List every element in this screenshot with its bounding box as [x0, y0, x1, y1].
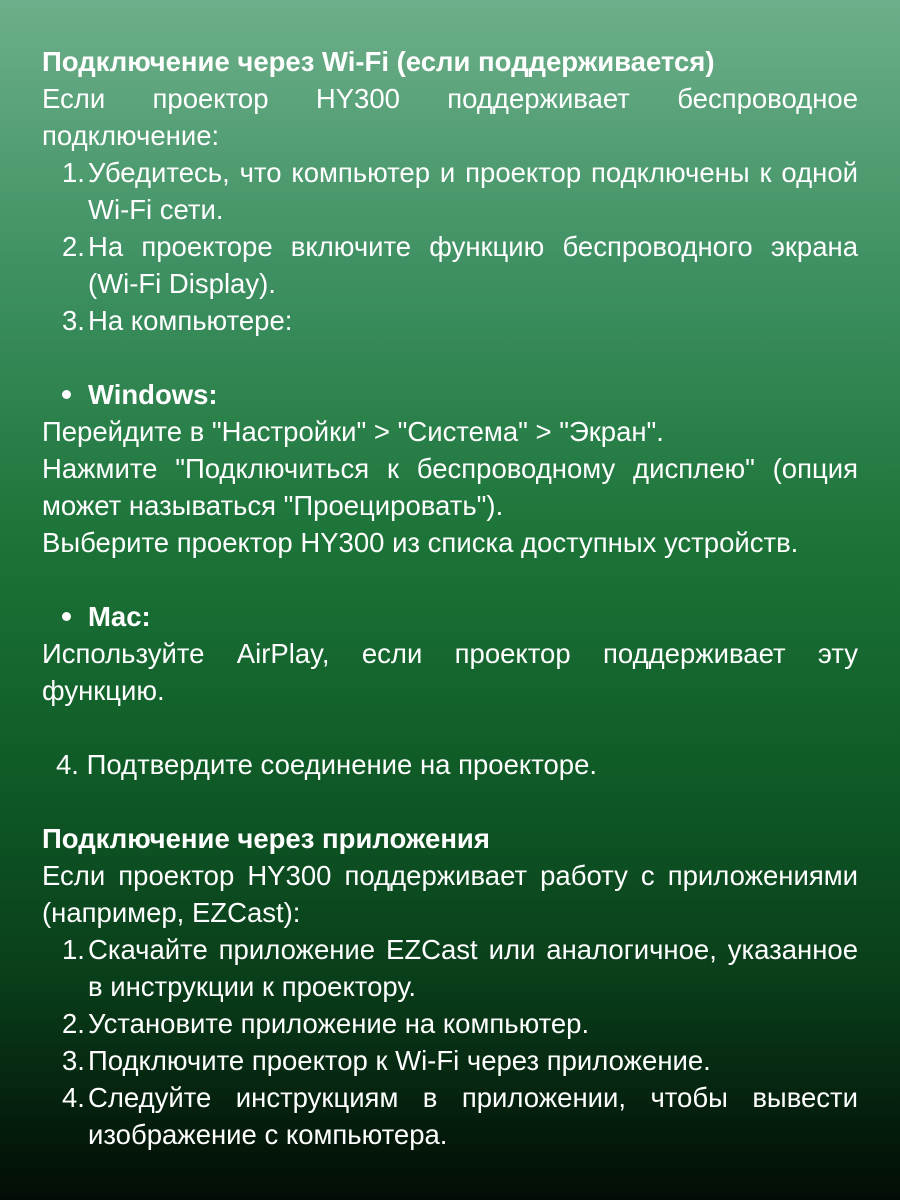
step-text: Установите приложение на компьютер.: [88, 1008, 590, 1039]
step-text: Убедитесь, что компьютер и проектор подключены к одной Wi-Fi сети.: [88, 157, 858, 225]
windows-bullet: [42, 376, 858, 413]
step-text: Подключите проектор к Wi-Fi через приложение.: [88, 1045, 711, 1076]
step-number: 2.: [62, 1008, 85, 1039]
windows-label: Windows:: [88, 379, 218, 410]
spacer: [42, 561, 858, 598]
step-text: Следуйте инструкциям в приложении, чтобы вывести изображение с компьютера.: [88, 1082, 858, 1150]
step-text: Скачайте приложение EZCast или аналогичное, указанное в инструкции к проектору.: [88, 934, 858, 1002]
spacer: [42, 339, 858, 376]
wifi-steps-list: [42, 154, 858, 339]
mac-bullet: [42, 598, 858, 635]
list-item: [42, 1042, 858, 1079]
spacer: [42, 783, 858, 820]
mac-line: Используйте AirPlay, если проектор поддерживает эту функцию.: [42, 638, 858, 706]
apps-section-title: Подключение через приложения: [42, 823, 490, 854]
list-item: [42, 1079, 858, 1153]
step-number: 1.: [62, 157, 85, 188]
step-number: 3.: [62, 1045, 85, 1076]
step-number: 1.: [62, 934, 85, 965]
spacer: [42, 709, 858, 746]
mac-label: Mac:: [88, 601, 151, 632]
windows-line-2: Нажмите "Подключиться к беспроводному дисплею" (опция может называться "Проецировать").: [42, 453, 858, 521]
apps-intro: Если проектор HY300 поддерживает работу с приложениями (например, EZCast):: [42, 860, 858, 928]
bullet-dot-icon: [62, 390, 71, 399]
step-number: 4.: [62, 1082, 85, 1113]
wifi-step-4: 4. Подтвердите соединение на проекторе.: [56, 749, 598, 780]
step-number: 2.: [62, 231, 85, 262]
step-text: На проекторе включите функцию беспроводного экрана (Wi-Fi Display).: [88, 231, 858, 299]
apps-steps-list: [42, 931, 858, 1153]
windows-line-3: Выберите проектор HY300 из списка доступных устройств.: [42, 527, 799, 558]
step-number: 3.: [62, 305, 85, 336]
list-item: [42, 302, 858, 339]
list-item: [42, 228, 858, 302]
list-item: [42, 154, 858, 228]
wifi-section-title: Подключение через Wi-Fi (если поддерживается): [42, 46, 715, 77]
list-item: [42, 931, 858, 1005]
windows-line-1: Перейдите в "Настройки" > "Система" > "Экран".: [42, 416, 664, 447]
bullet-dot-icon: [62, 612, 71, 621]
wifi-intro: Если проектор HY300 поддерживает беспроводное подключение:: [42, 83, 858, 151]
step-text: На компьютере:: [88, 305, 293, 336]
list-item: [42, 1005, 858, 1042]
